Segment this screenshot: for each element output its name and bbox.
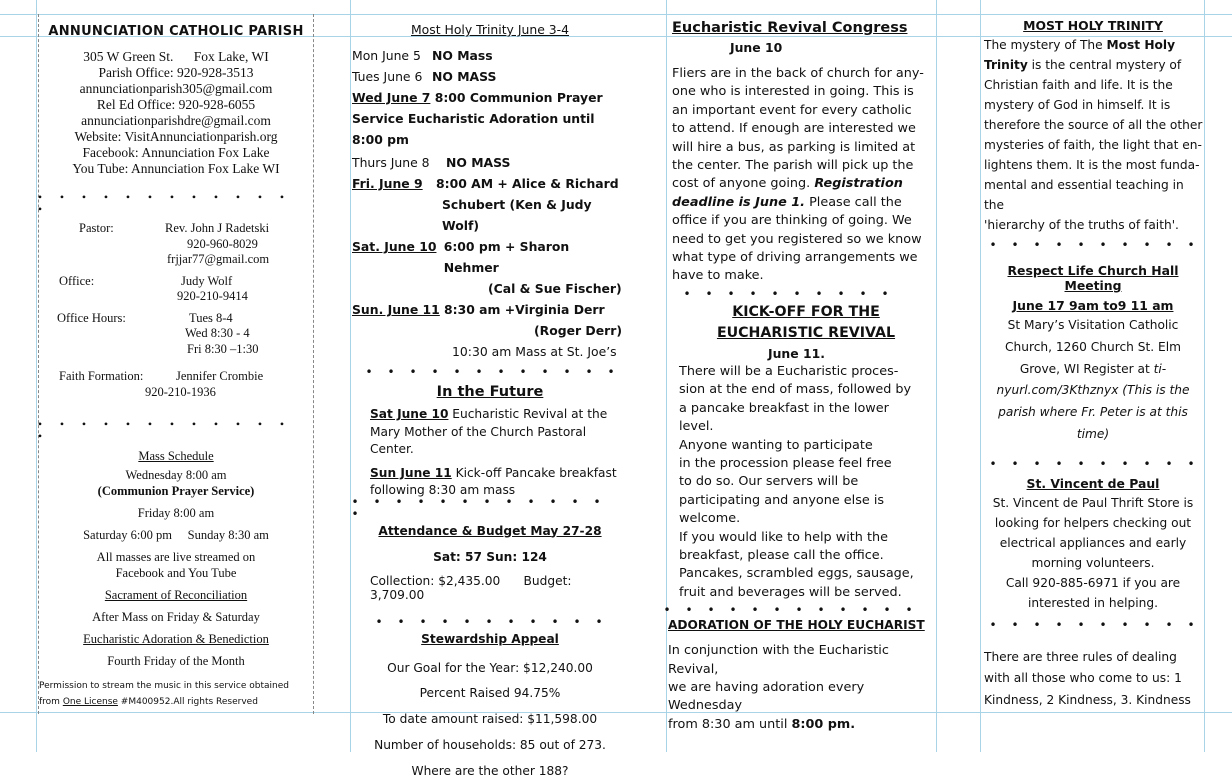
kickoff-date: June 11.: [668, 346, 934, 361]
dot-divider: • • • • • • • • • • • ••: [29, 418, 313, 442]
guide-line: [1204, 0, 1205, 752]
dot-divider: • • • • • • • • • • •: [368, 616, 628, 628]
column-trinity: [982, 14, 1204, 711]
license-notice: Permission to stream the music in this service obtained from One License #M400952.All rights Reserved: [39, 678, 289, 710]
parish-title: ANNUNCIATION CATHOLIC PARISH: [39, 24, 313, 39]
respect-life-text: St Mary’s Visitation Catholic Church, 1260 Church St. Elm Grove, WI Register at ti- nyurl.com/3Kthznyx (This is the parish where Fr. Peter is at this time): [982, 315, 1204, 446]
kickoff-heading: KICK-OFF FOR THE EUCHARISTIC REVIVAL: [668, 302, 934, 344]
column-revival: [668, 14, 934, 734]
future-heading: In the Future: [352, 384, 628, 400]
guide-line: [980, 0, 981, 752]
respect-life-heading: Respect Life Church Hall Meeting: [982, 263, 1204, 293]
dot-divider: • • • • • • • • • • • ••: [344, 496, 628, 520]
collection-budget: Collection: $2,435.00 Budget: 3,709.00: [352, 574, 628, 602]
website[interactable]: Website: VisitAnnunciationparish.org: [39, 129, 313, 145]
kickoff-text: There will be a Eucharistic proces- sion at the end of mass, followed by a pancake breakfast in the lower level. Anyone wanting to participate in the procession please feel free to do so. Our servers will be participating and anyone else is welcome. If you would like to help with the breakfast, please call the office. Pancakes, scrambled eggs, sausage, fruit and beverages will be served.: [668, 363, 934, 602]
stewardship-details: Our Goal for the Year: $12,240.00 Percent Raised 94.75% To date amount raised: $11,598.00 Number of households: 85 out of 273. Where are the other 188?: [352, 656, 628, 784]
revival-congress-date: June 10: [668, 40, 934, 55]
dre-email[interactable]: annunciationparishdre@gmail.com: [39, 113, 313, 129]
rel-ed-phone: Rel Ed Office: 920-928-6055: [39, 97, 313, 113]
adoration-title: ADORATION OF THE HOLY EUCHARIST: [668, 618, 934, 632]
trinity-text: The mystery of The Most Holy Trinity is the central mystery of Christian faith and life. It is the mystery of God in himself. It is therefore the source of all the other mysteries of faith, the light that en- lightens them. It is the most funda- mental and essential teaching in the 'hierarchy of the truths of faith'.: [982, 35, 1204, 235]
dot-divider: • • • • • • • • • •: [982, 239, 1204, 251]
facebook: Facebook: Annunciation Fox Lake: [39, 145, 313, 161]
dot-divider: • • • • • • • • • •: [982, 458, 1204, 470]
youtube: You Tube: Annunciation Fox Lake WI: [39, 161, 313, 177]
attendance-counts: Sat: 57 Sun: 124: [352, 550, 628, 564]
dot-divider: • • • • • • • • • • • ••: [29, 191, 313, 215]
svdp-heading: St. Vincent de Paul: [982, 476, 1204, 491]
revival-congress-text: Fliers are in the back of church for any- one who is interested in going. This is an important event for every catholic to attend. If enough are interested we will hire a bus, as parking is limited at the center. The parish will pick up the cost of anyone going. Registration deadline is June 1. Please call the office if you are thinking of going. We need to get you registered so we know what type of driving arrangements we have to make.: [668, 65, 934, 286]
svdp-text: St. Vincent de Paul Thrift Store is looking for helpers checking out electrical appliances and early morning volunteers. Call 920-885-6971 if you are interested in helping.: [982, 493, 1204, 613]
adoration-text: In conjunction with the Eucharistic Revival, we are having adoration every Wednesday from 8:30 am until 8:00 pm.: [668, 642, 934, 734]
mass-intentions: Mon June 5 NO Mass Tues June 6 NO MASS Wed June 7 8:00 Communion Prayer Service Eucharistic Adoration until 8:00 pm Thurs June 8 NO MASS Fri. June 9 8:00 AM + Alice & Richard Schubert (Ken & Judy Wolf) Sat. June 10 6:00 pm + Sharon Nehmer (Cal & Sue Fischer) Sun. June 11 8:30 am +Virginia Derr (Roger Derr) 10:30 am Mass at St. Joe’s: [352, 45, 628, 362]
kindness-rules: There are three rules of dealing with all those who come to us: 1 Kindness, 2 Kindness, 3. Kindness: [982, 647, 1204, 712]
guide-line: [36, 0, 37, 752]
parish-office-phone: Parish Office: 920-928-3513: [39, 65, 313, 81]
guide-line: [350, 0, 351, 752]
trinity-title: MOST HOLY TRINITY: [982, 18, 1204, 33]
guide-line: [666, 0, 667, 752]
dot-divider: • • • • • • • • • •: [982, 619, 1204, 631]
guide-line: [936, 0, 937, 752]
address: 305 W Green St. Fox Lake, WI: [39, 49, 313, 65]
respect-life-time: June 17 9am to9 11 am: [982, 298, 1204, 313]
reconciliation-heading: Sacrament of Reconciliation: [39, 587, 313, 603]
stewardship-heading: Stewardship Appeal: [352, 632, 628, 646]
column-schedule: [352, 14, 628, 784]
adoration-heading: Eucharistic Adoration & Benediction: [39, 631, 313, 647]
mass-schedule-heading: Mass Schedule: [39, 448, 313, 464]
dot-divider: • • • • • • • • • • • •: [358, 366, 628, 378]
future-events: Sat June 10 Eucharistic Revival at the Mary Mother of the Church Pastoral Center. Sun June 11 Kick-off Pancake breakfast following 8:30 am mass: [352, 406, 628, 500]
week-title: Most Holy Trinity June 3-4: [352, 22, 628, 37]
revival-congress-title: Eucharistic Revival Congress: [668, 20, 934, 36]
dot-divider: • • • • • • • • • •: [676, 288, 934, 300]
column-parish-info: [38, 14, 314, 714]
attendance-heading: Attendance & Budget May 27-28: [352, 524, 628, 538]
parish-email[interactable]: annunciationparish305@gmail.com: [39, 81, 313, 97]
dot-divider: • • • • • • • • • • • •: [656, 604, 934, 616]
staff-directory: Pastor: Rev. John J Radetski 920-960-8029 frjjar77@gmail.com Office: Judy Wolf 920-210-9414 Office Hours: Tues 8-4 Wed 8:30 - 4 Fri 8:30 –1:30 Faith Formation: Jennifer Crombie 920-210-1936: [39, 221, 313, 400]
mass-schedule: Mass Schedule Wednesday 8:00 am (Communion Prayer Service) Friday 8:00 am Saturday 6:00 pm Sunday 8:30 am All masses are live streamed on Facebook and You Tube Sacrament of Reconciliation After Mass on Friday & Saturday Eucharistic Adoration & Benediction Fourth Friday of the Month: [39, 448, 313, 669]
